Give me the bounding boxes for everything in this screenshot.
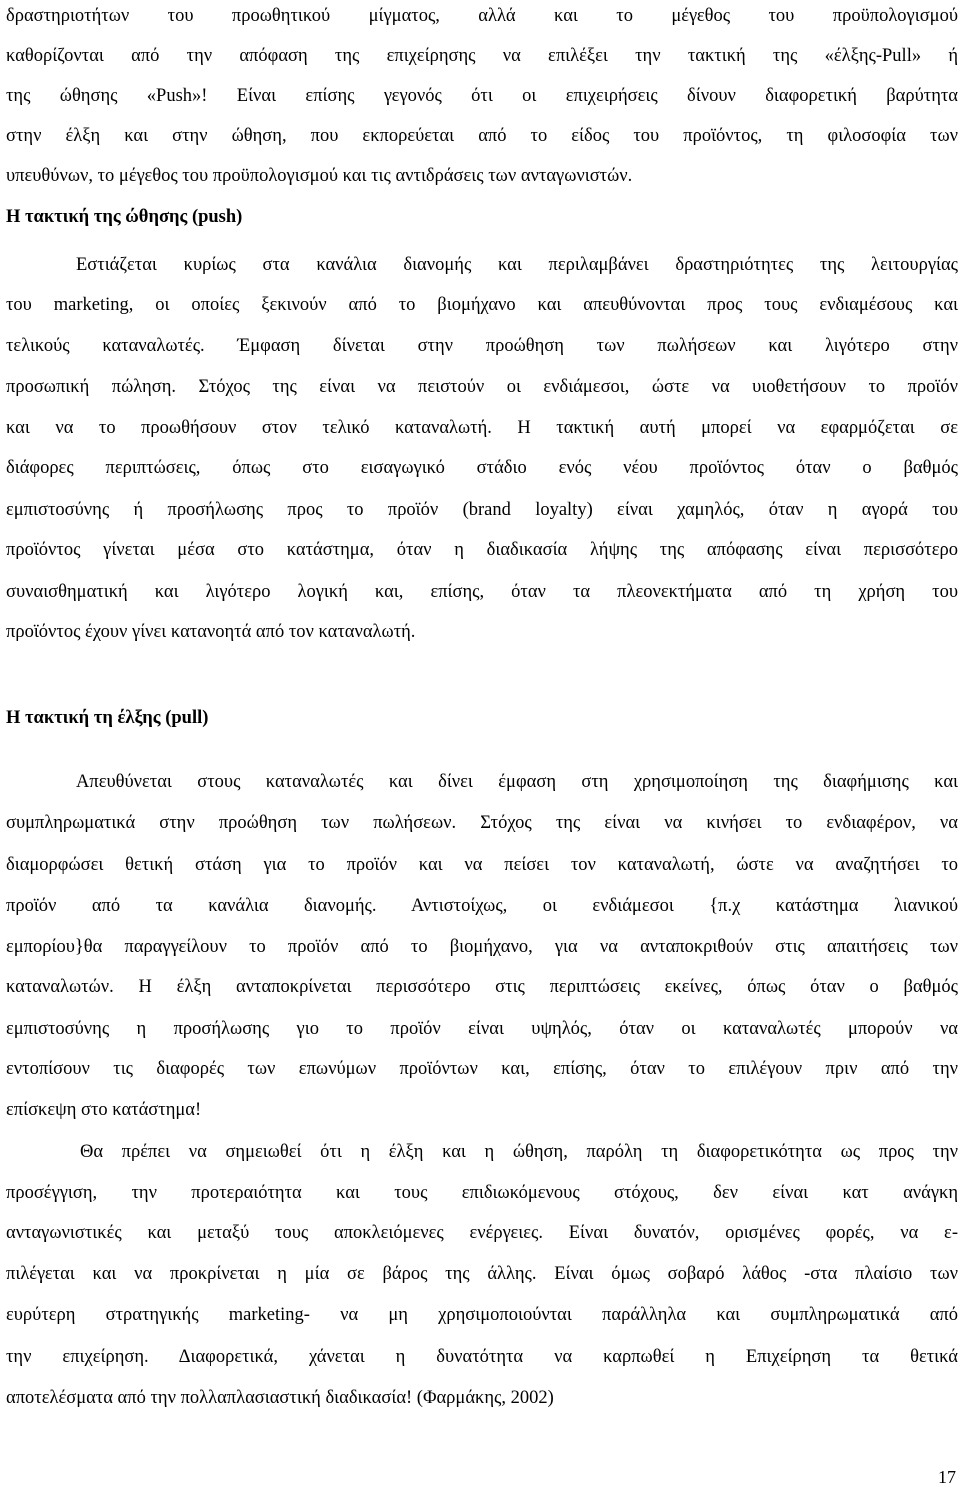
final-line-2: προσέγγιση, την προτεραιότητα και τους επιδιωκόμενους στόχους, δεν είναι κατ ανάγκη <box>6 1183 958 1203</box>
pull-line-7: εμπιστοσύνης η προσήλωσης γιο το προϊόν είναι υψηλός, όταν οι καταναλωτές μπορούν να <box>6 1019 958 1039</box>
intro-line-5: υπευθύνων, το μέγεθος του προϋπολογισμού και τις αντιδράσεις των ανταγωνιστών. <box>6 166 633 186</box>
final-line-6: την επιχείρηση. Διαφορετικά, χάνεται η δυνατότητα να καρπωθεί η Επιχείρηση τα θετικά <box>6 1347 958 1367</box>
page-number: 17 <box>938 1467 956 1487</box>
push-line-10: προϊόντος έχουν γίνει κατανοητά από τον καταναλωτή. <box>6 622 416 642</box>
pull-line-8: εντοπίσουν τις διαφορές των επωνύμων προϊόντων και, επίσης, όταν το επιλέγουν πριν από την <box>6 1059 958 1079</box>
intro-line-2: καθορίζονται από την απόφαση της επιχείρησης να επιλέξει την τακτική της «έλξης-Pull» ή <box>6 46 958 66</box>
push-line-3: τελικούς καταναλωτές. Έμφαση δίνεται στην προώθηση των πωλήσεων και λιγότερο στην <box>6 336 958 356</box>
final-line-5: ευρύτερη στρατηγικής marketing- να μη χρησιμοποιούνται παράλληλα και συμπληρωματικά από <box>6 1305 958 1325</box>
pull-line-6: καταναλωτών. Η έλξη ανταποκρίνεται περισσότερο στις περιπτώσεις εκείνες, όπως όταν ο βαθμός <box>6 977 958 997</box>
pull-line-9: επίσκεψη στο κατάστημα! <box>6 1100 202 1120</box>
final-line-3: ανταγωνιστικές και μεταξύ τους αποκλειόμενες ενέργειες. Είναι δυνατόν, ορισμένες φορές, να ε- <box>6 1223 958 1243</box>
intro-line-1: δραστηριοτήτων του προωθητικού μίγματος, αλλά και το μέγεθος του προϋπολογισμού <box>6 6 958 26</box>
final-line-4: πιλέγεται και να προκρίνεται η μία σε βάρος της άλλης. Είναι όμως σοβαρό λάθος -στα πλαίσιο των <box>6 1264 958 1284</box>
final-line-7: αποτελέσματα από την πολλαπλασιαστική διαδικασία! (Φαρμάκης, 2002) <box>6 1388 554 1408</box>
intro-line-3: της ώθησης «Push»! Είναι επίσης γεγονός ότι οι επιχειρήσεις δίνουν διαφορετική βαρύτητα <box>6 86 958 106</box>
final-line-1: Θα πρέπει να σημειωθεί ότι η έλξη και η ώθηση, παρόλη τη διαφορετικότητα ως προς την <box>80 1142 958 1162</box>
pull-line-4: προϊόν από τα κανάλια διανομής. Αντιστοίχως, οι ενδιάμεσοι {π.χ κατάστημα λιανικού <box>6 896 958 916</box>
push-line-1: Εστιάζεται κυρίως στα κανάλια διανομής και περιλαμβάνει δραστηριότητες της λειτουργίας <box>76 255 958 275</box>
push-line-4: προσωπική πώληση. Στόχος της είναι να πειστούν οι ενδιάμεσοι, ώστε να υιοθετήσουν το προϊόν <box>6 377 958 397</box>
pull-heading: Η τακτική τη έλξης (pull) <box>6 708 209 728</box>
pull-line-3: διαμορφώσει θετική στάση για το προϊόν και να πείσει τον καταναλωτή, ώστε να αναζητήσει το <box>6 855 958 875</box>
pull-line-2: συμπληρωματικά στην προώθηση των πωλήσεων. Στόχος της είναι να κινήσει το ενδιαφέρον, να <box>6 813 958 833</box>
push-line-8: προϊόντος γίνεται μέσα στο κατάστημα, όταν η διαδικασία λήψης της απόφασης είναι περισσότερο <box>6 540 958 560</box>
push-line-6: διάφορες περιπτώσεις, όπως στο εισαγωγικό στάδιο ενός νέου προϊόντος όταν ο βαθμός <box>6 458 958 478</box>
push-line-9: συναισθηματική και λιγότερο λογική και, επίσης, όταν τα πλεονεκτήματα από τη χρήση του <box>6 582 958 602</box>
push-line-7: εμπιστοσύνης ή προσήλωσης προς το προϊόν (brand loyalty) είναι χαμηλός, όταν η αγορά του <box>6 500 958 520</box>
pull-line-1: Απευθύνεται στους καταναλωτές και δίνει έμφαση στη χρησιμοποίηση της διαφήμισης και <box>76 772 958 792</box>
push-heading: Η τακτική της ώθησης (push) <box>6 207 243 227</box>
push-line-5: και να το προωθήσουν στον τελικό καταναλωτή. Η τακτική αυτή μπορεί να εφαρμόζεται σε <box>6 418 958 438</box>
pull-line-5: εμπορίου}θα παραγγείλουν το προϊόν από το βιομήχανο, για να ανταποκριθούν στις απαιτήσεις των <box>6 937 958 957</box>
intro-line-4: στην έλξη και στην ώθηση, που εκπορεύεται από το είδος του προϊόντος, τη φιλοσοφία των <box>6 126 958 146</box>
push-line-2: του marketing, οι οποίες ξεκινούν από το βιομήχανο και απευθύνονται προς τους ενδιαμέσους και <box>6 295 958 315</box>
